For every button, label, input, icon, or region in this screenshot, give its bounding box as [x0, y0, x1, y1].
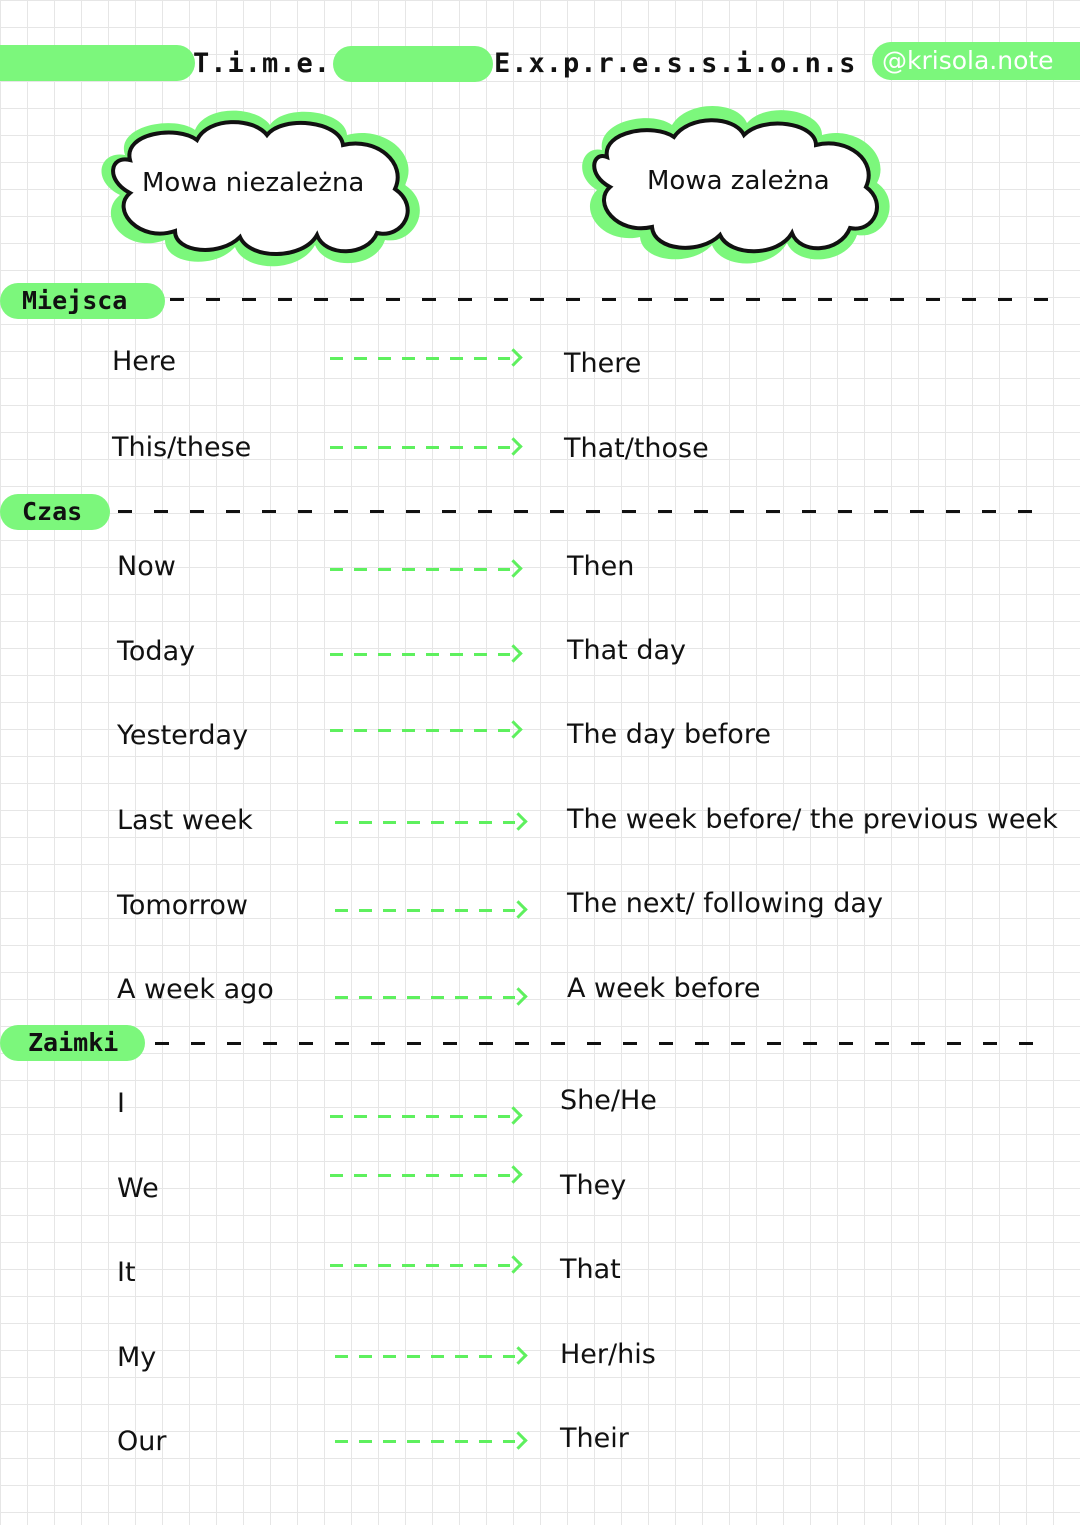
title-word-expressions: E.x.p.r.e.s.s.i.o.n.s — [494, 48, 857, 79]
term-reported: There — [564, 348, 642, 379]
term-direct: It — [117, 1257, 136, 1288]
term-reported: The week before/ the previous week — [567, 804, 1058, 835]
term-reported: The day before — [567, 719, 771, 750]
term-direct: Now — [117, 551, 176, 582]
arrow-icon — [330, 437, 522, 457]
arrow-icon — [330, 1165, 522, 1185]
arrow-icon — [330, 348, 522, 368]
section-divider — [155, 1042, 1045, 1045]
arrow-icon — [335, 900, 527, 920]
section-divider — [118, 510, 1043, 513]
section-divider — [170, 298, 1060, 301]
arrow-icon — [335, 812, 527, 832]
arrow-icon — [330, 1255, 522, 1275]
section-heading-zaimki: Zaimki — [0, 1025, 145, 1061]
term-direct: This/these — [112, 432, 252, 463]
title-highlight-left — [0, 45, 195, 81]
term-direct: We — [117, 1173, 159, 1204]
column-right-heading: Mowa zależna — [647, 166, 830, 196]
title-highlight-middle — [333, 46, 493, 82]
term-direct: Yesterday — [117, 720, 249, 751]
title-word-time: T.i.m.e. — [193, 48, 332, 79]
term-reported: A week before — [567, 973, 761, 1004]
arrow-icon — [330, 1106, 522, 1126]
term-direct: Tomorrow — [117, 890, 248, 921]
arrow-icon — [330, 720, 522, 740]
term-direct: I — [117, 1088, 125, 1119]
term-reported: Then — [567, 551, 635, 582]
term-direct: My — [117, 1342, 157, 1373]
arrow-icon — [330, 559, 522, 579]
term-reported: That day — [567, 635, 686, 666]
section-heading-czas: Czas — [0, 494, 110, 530]
term-reported: The next/ following day — [567, 888, 883, 919]
arrow-icon — [330, 644, 522, 664]
term-direct: Today — [117, 636, 196, 667]
term-reported: That/those — [564, 433, 709, 464]
author-handle: @krisola.note — [872, 42, 1080, 80]
term-reported: She/He — [560, 1085, 657, 1116]
arrow-icon — [335, 1431, 527, 1451]
term-direct: Our — [117, 1426, 167, 1457]
term-reported: That — [560, 1254, 621, 1285]
term-reported: Her/his — [560, 1339, 656, 1370]
arrow-icon — [335, 1346, 527, 1366]
arrow-icon — [335, 987, 527, 1007]
section-heading-miejsca: Miejsca — [0, 283, 165, 319]
term-reported: Their — [560, 1423, 629, 1454]
term-direct: Last week — [117, 805, 253, 836]
column-left-heading: Mowa niezależna — [142, 168, 365, 198]
term-direct: A week ago — [117, 974, 274, 1005]
term-reported: They — [560, 1170, 627, 1201]
term-direct: Here — [112, 346, 177, 377]
